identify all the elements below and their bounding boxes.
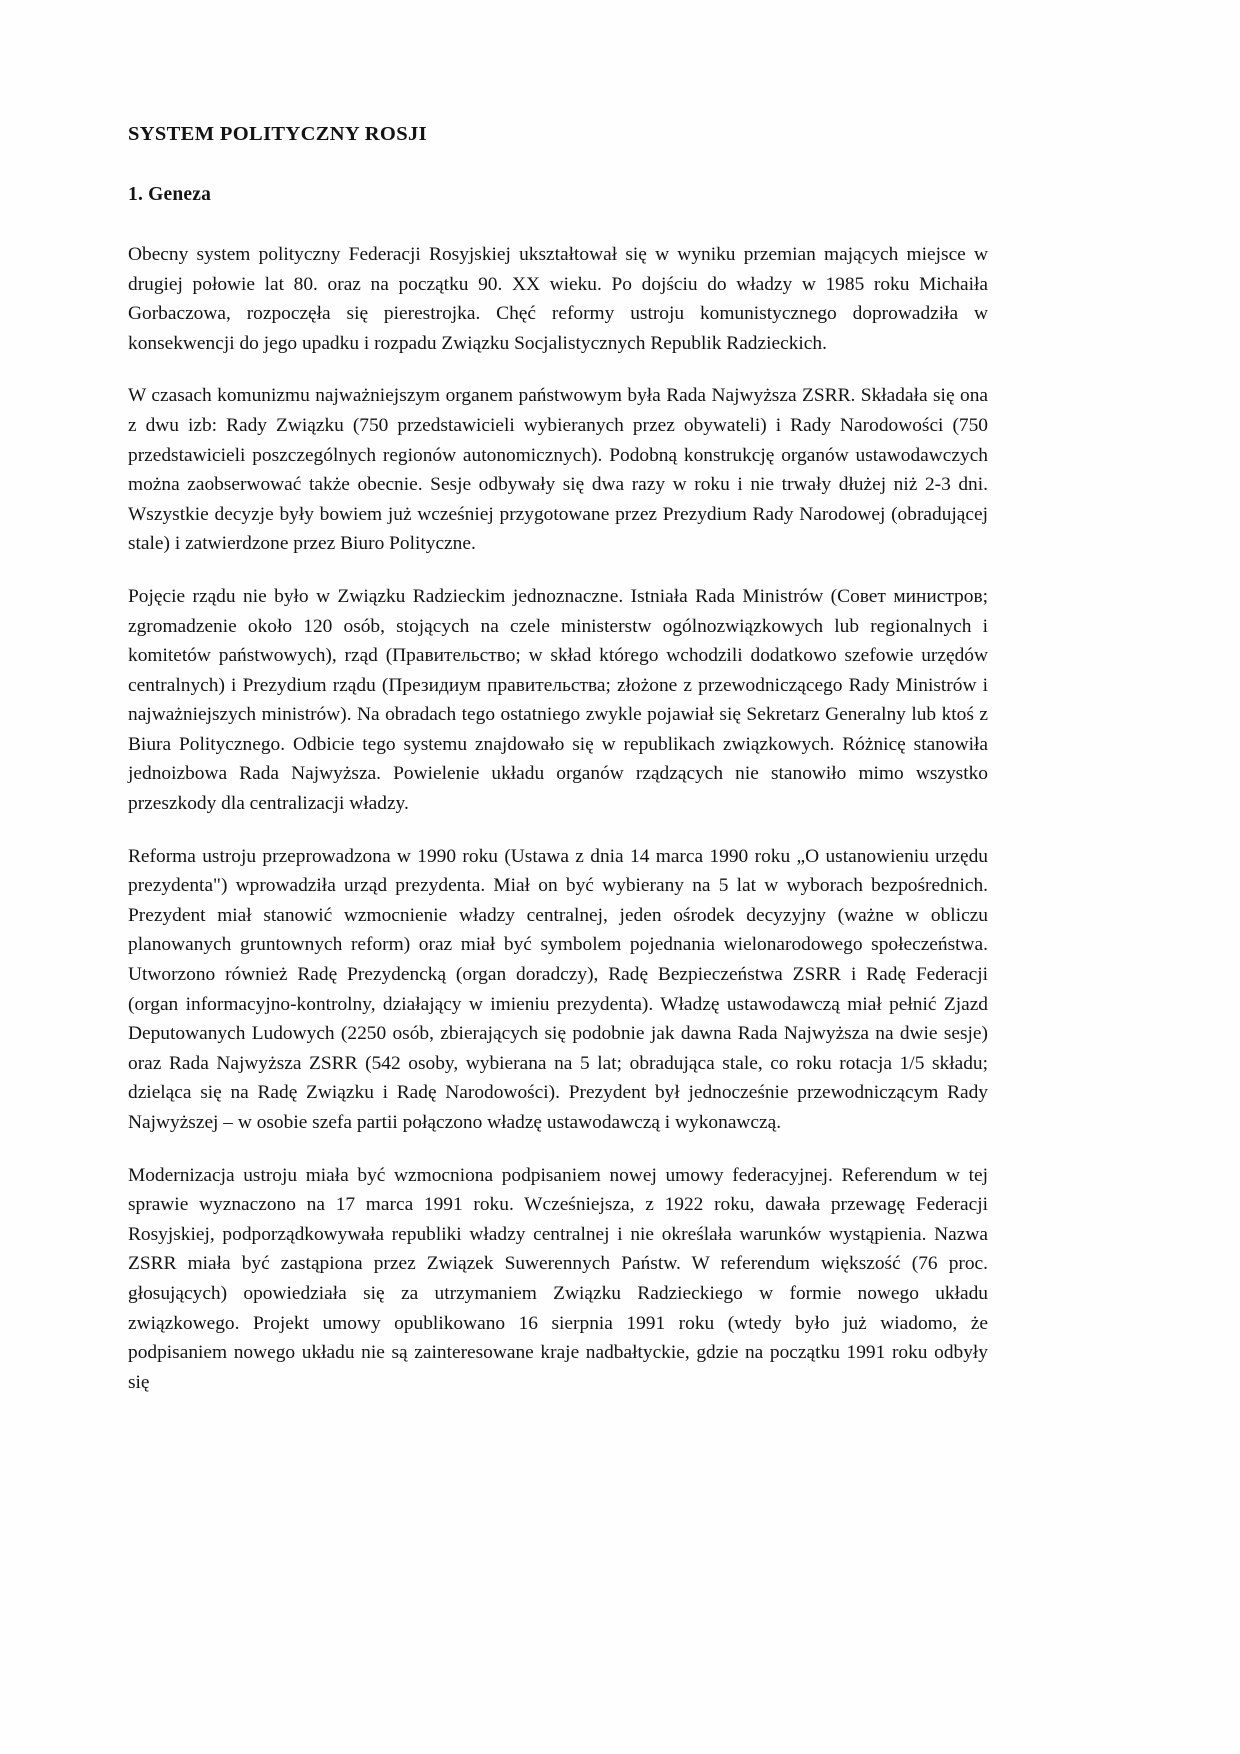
paragraph-rada-prezydencka: Utworzono również Radę Prezydencką (organ doradczy), Radę Bezpieczeństwa ZSRR i Radę Federacji (organ informacyjno-kontrolny, działający w imieniu prezydenta). Władzę ustawodawczą miał pełnić Zjazd Deputowanych Ludowych (2250 osób, zbierających się podobnie jak dawna Rada Najwyższa na dwie sesje) oraz Rada Najwyższa ZSRR (542 osoby, wybierana na 5 lat; obradująca stale, co roku rotacja 1/5 składu; dzieląca się na Radę Związku i Radę Narodowości). Prezydent był jednocześnie przewodniczącym Rady Najwyższej – w osobie szefa partii połączono władzę ustawodawczą i wykonawczą.: [128, 964, 988, 1134]
paragraph-modernizacja: Modernizacja ustroju miała być wzmocniona podpisaniem nowej umowy federacyjnej. Referendum w tej sprawie wyznaczono na 17 marca 1991 roku. Wcześniejsza, z 1922 roku, dawała przewagę Federacji Rosyjskiej, podporządkowywała republiki władzy centralnej i nie określała warunków wystąpienia. Nazwa ZSRR miała być zastąpiona przez Związek Suwerennych Państw. W referendum większość (76 proc. głosujących) opowiedziała się za utrzymaniem Związku Radzieckiego w formie nowego układu związkowego. Projekt umowy opublikowano 16 sierpnia 1991 roku (wtedy było już wiadomo, że podpisaniem nowego układu nie są zainteresowane kraje nadbałtyckie, gdzie na początku 1991 roku odbyły się: [128, 1164, 988, 1393]
cyrillic-sovet-ministrov: Совет министров: [837, 585, 983, 607]
text-run-1: Pojęcie rządu nie było w Związku Radzieckim jednoznaczne. Istniała Rada Ministrów (: [128, 585, 838, 607]
page-title: SYSTEM POLITYCZNY ROSJI: [128, 123, 427, 145]
paragraph-rada-najwyzsza: W czasach komunizmu najważniejszym organem państwowym była Rada Najwyższa ZSRR. Składała się ona z dwu izb: Rady Związku (750 przedstawicieli wybieranych przez obywateli) i Rady Narodowości (750 przedstawicieli poszczególnych regionów autonomicznych). Podobną konstrukcję organów ustawodawczych można zaobserwować także obecnie. Sesje odbywały się dwa razy w roku i nie trwały dłużej niż 2-3 dni. Wszystkie decyzje były bowiem już wcześniej przygotowane przez Prezydium Rady Narodowej (obradującej stale) i zatwierdzone przez Biuro Polityczne.: [128, 385, 988, 555]
document-body: [128, 122, 988, 1397]
text-run-2: ; zgromadzenie około 120 osób, stojących na czele ministerstw ogólnozwiązkowych lub regionalnych i komitetów państwowych), rząd (: [128, 585, 988, 667]
paragraph-geneza-intro: Obecny system polityczny Federacji Rosyjskiej ukształtował się w wyniku przemian mających miejsce w drugiej połowie lat 80. oraz na początku 90. XX wieku. Po dojściu do władzy w 1985 roku Michaiła Gorbaczowa, rozpoczęła się pierestrojka. Chęć reformy ustroju komunistycznego doprowadziła w konsekwencji do jego upadku i rozpadu Związku Socjalistycznych Republik Radzieckich.: [128, 243, 988, 354]
cyrillic-prezidium-pravitelstva: Президиум правительства: [388, 674, 606, 696]
text-run-4: ; złożone z przewodniczącego Rady Ministrów i najważniejszych ministrów). Na obradach tego ostatniego zwykle pojawiał się Sekretarz Generalny lub ktoś z Biura Politycznego. Odbicie tego systemu znajdowało się w republikach związkowych. Różnicę stanowiła jednoizbowa Rada Najwyższa. Powielenie układu organów rządzących nie stanowiło mimo wszystko przeszkody dla centralizacji władzy.: [128, 674, 988, 815]
paragraph-pojecie-rzadu: [128, 582, 988, 819]
section-heading-geneza: 1. Geneza: [128, 183, 212, 205]
paragraph-reforma-1990: Reforma ustroju przeprowadzona w 1990 roku (Ustawa z dnia 14 marca 1990 roku „O ustanowieniu urzędu prezydenta") wprowadziła urząd prezydenta. Miał on być wybierany na 5 lat w wyborach bezpośrednich. Prezydent miał stanowić wzmocnienie władzy centralnej, jeden ośrodek decyzyjny (ważne w obliczu planowanych gruntownych reform) oraz miał być symbolem pojednania wielonarodowego społeczeństwa.: [128, 845, 988, 956]
cyrillic-pravitelstvo: Правительство: [392, 645, 516, 667]
text-run-3: ; w skład którego wchodzili dodatkowo szefowie urzędów centralnych) i Prezydium rządu (: [128, 645, 988, 696]
